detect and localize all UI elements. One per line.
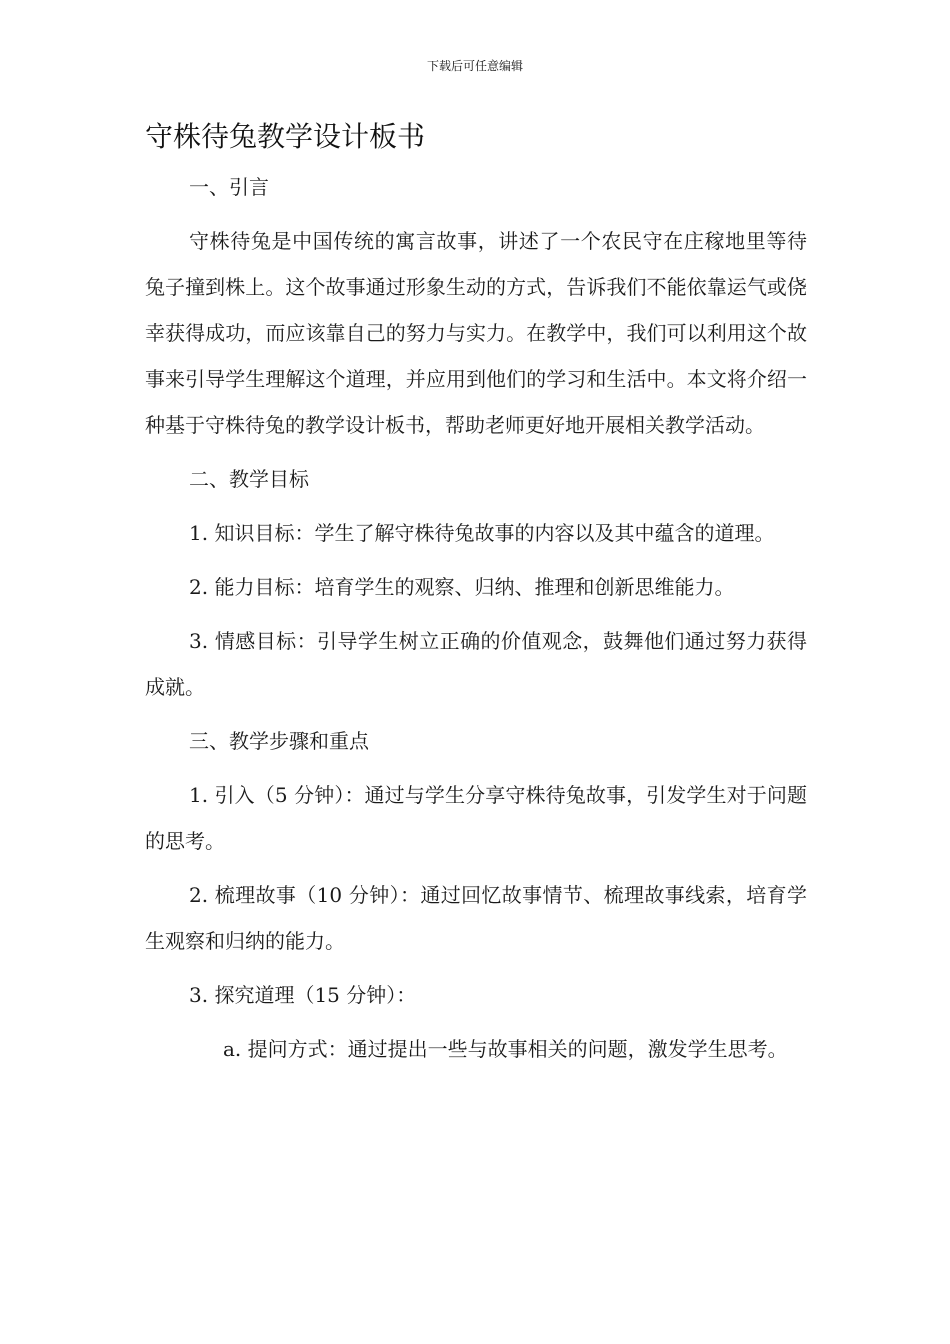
section-heading-introduction: 一、引言 — [189, 175, 269, 199]
page-header: 下载后可任意编辑 — [426, 59, 523, 73]
step-item: 1. 引入（5 分钟）：通过与学生分享守株待兔故事，引发学生对于问题的思考。 — [145, 783, 807, 853]
section-heading-goals: 二、教学目标 — [189, 467, 309, 491]
step-subitem: a. 提问方式：通过提出一些与故事相关的问题，激发学生思考。 — [223, 1037, 788, 1061]
goal-item: 3. 情感目标：引导学生树立正确的价值观念，鼓舞他们通过努力获得成就。 — [145, 629, 807, 699]
document-title: 守株待兔教学设计板书 — [145, 120, 426, 153]
goal-item: 2. 能力目标：培育学生的观察、归纳、推理和创新思维能力。 — [189, 575, 735, 599]
section-heading-steps: 三、教学步骤和重点 — [189, 729, 369, 753]
introduction-paragraph: 守株待兔是中国传统的寓言故事，讲述了一个农民守在庄稼地里等待兔子撞到株上。这个故事通过形象生动的方式，告诉我们不能依靠运气或侥幸获得成功，而应该靠自己的努力与实力。在教学中，我们可以利用这个故事来引导学生理解这个道理，并应用到他们的学习和生活中。本文将介绍一种基于守株待兔的教学设计板书，帮助老师更好地开展相关教学活动。 — [145, 229, 807, 437]
step-item: 2. 梳理故事（10 分钟）：通过回忆故事情节、梳理故事线索，培育学生观察和归纳的能力。 — [145, 883, 807, 953]
goal-item: 1. 知识目标：学生了解守株待兔故事的内容以及其中蕴含的道理。 — [189, 521, 775, 545]
step-item: 3. 探究道理（15 分钟）： — [189, 983, 417, 1007]
document-body — [145, 116, 807, 1072]
